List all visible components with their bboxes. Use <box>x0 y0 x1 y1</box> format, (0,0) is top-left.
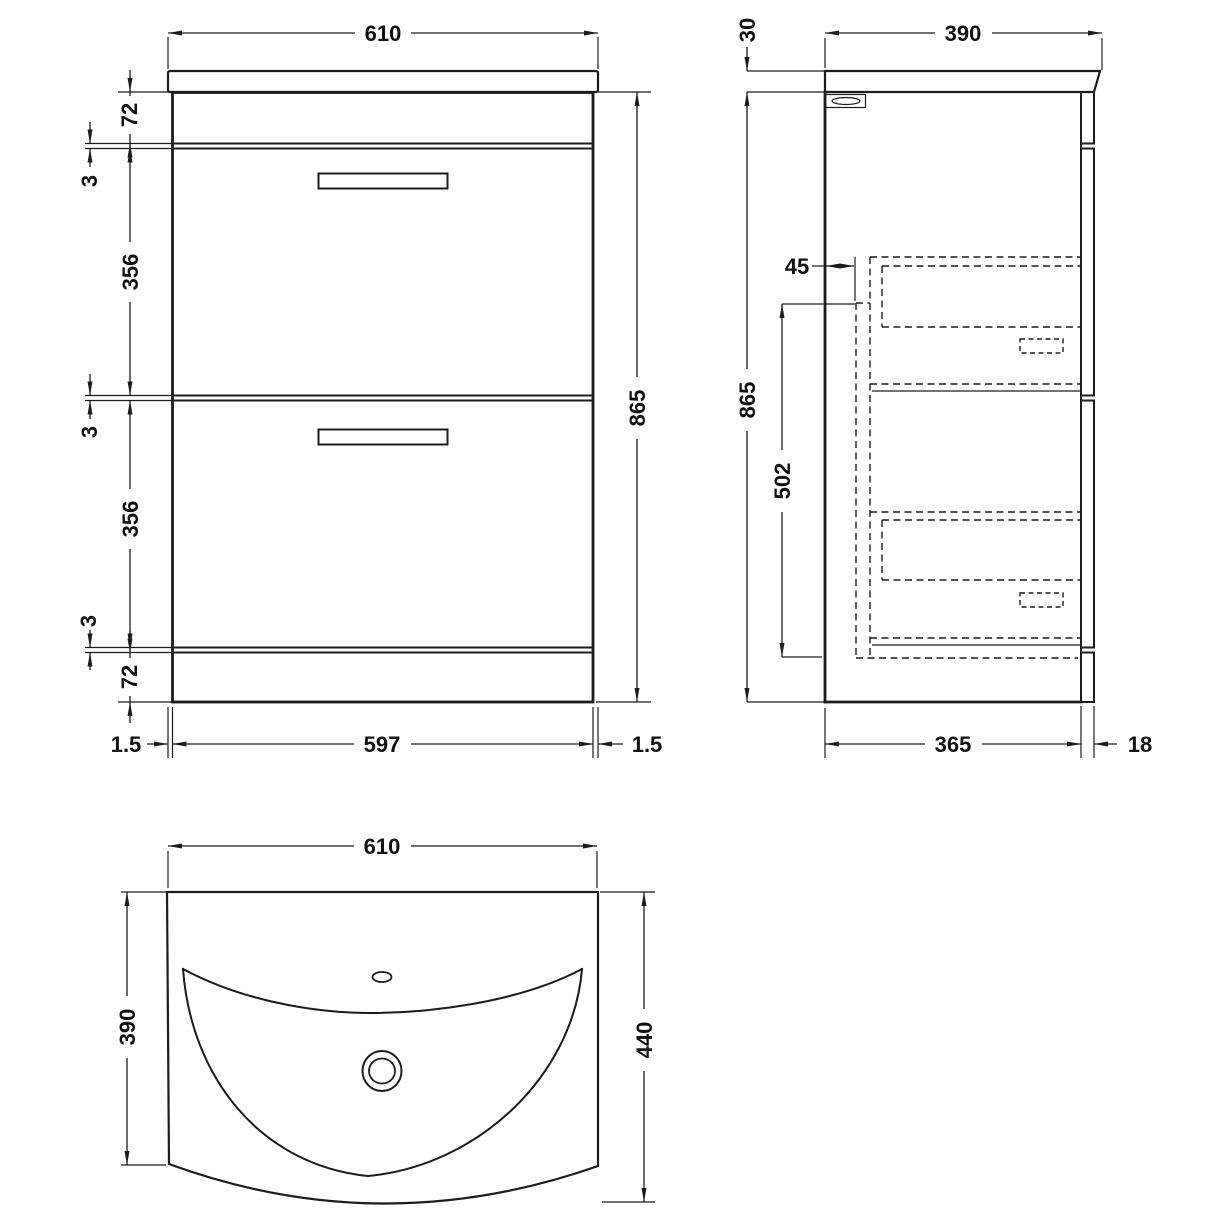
dim-plan-bowl-depth <box>113 892 140 1165</box>
front-structure <box>168 71 598 702</box>
dim-label-plan-width: 610 <box>363 834 401 859</box>
dim-label-overall-depth: 440 <box>632 1021 657 1059</box>
dim-side-top-depth <box>825 21 1102 46</box>
dim-label-side-height: 865 <box>735 381 760 419</box>
side-drawer1-handle-hidden <box>1020 339 1063 353</box>
plan-dimensions <box>113 834 657 1202</box>
dim-side-height <box>733 92 760 702</box>
front-drawer2-handle <box>319 430 448 445</box>
dim-label-drawer-setback: 45 <box>784 254 810 279</box>
dim-label-top-rail: 72 <box>117 102 142 128</box>
side-drawer2-handle-hidden <box>1020 593 1063 607</box>
dim-label-top-thickness: 30 <box>735 17 760 43</box>
dim-label-plinth: 72 <box>117 664 142 690</box>
dim-side-drawer-setback <box>785 254 854 279</box>
plan-view <box>113 834 657 1204</box>
dim-plan-width <box>168 834 597 859</box>
dim-front-drawer2 <box>116 401 143 648</box>
dim-front-gap-mid <box>77 374 102 438</box>
dim-label-gap-bottom: 3 <box>76 614 101 628</box>
dim-front-gap-bottom <box>76 615 101 670</box>
tap-hole <box>373 972 392 982</box>
hidden-drawer-outlines <box>856 257 1081 658</box>
dim-front-drawer1 <box>116 149 143 396</box>
plan-extension-lines <box>121 851 655 1202</box>
dim-label-front-thickness: 18 <box>1127 732 1153 757</box>
basin-outline <box>167 892 598 1204</box>
plan-structure <box>167 892 598 1204</box>
dim-front-gap-top <box>77 122 102 187</box>
dim-label-front-width: 610 <box>364 21 402 46</box>
dim-label-drawer-zone: 502 <box>770 462 795 500</box>
dim-side-top-thickness <box>735 18 760 71</box>
dim-label-carcass-width: 597 <box>363 732 401 757</box>
front-cabinet-body <box>173 93 594 703</box>
dim-front-height <box>623 92 650 702</box>
dim-label-drawer1: 356 <box>118 253 143 291</box>
side-view <box>733 18 1152 758</box>
dim-label-gap-top: 3 <box>77 174 102 188</box>
dim-plan-overall-depth <box>630 892 657 1202</box>
dim-side-drawer-zone <box>768 304 795 657</box>
side-structure <box>747 71 1100 702</box>
basin-back-rim <box>183 969 582 1013</box>
dim-label-front-height: 865 <box>625 389 650 427</box>
dim-front-width <box>168 21 598 46</box>
side-extension-lines <box>747 38 1102 758</box>
front-drawer-gap-lines <box>173 144 594 653</box>
dim-front-plinth <box>117 631 143 723</box>
dim-label-top-depth: 390 <box>944 21 982 46</box>
dim-side-bottom <box>825 732 1152 757</box>
dim-label-bowl-depth: 390 <box>115 1008 140 1046</box>
dim-label-carcass-depth: 365 <box>934 732 972 757</box>
front-view <box>76 21 662 758</box>
side-countertop <box>825 71 1100 92</box>
side-drawer-front-panels <box>1081 92 1094 702</box>
dim-label-drawer2: 356 <box>118 500 143 538</box>
waste-drain-inner <box>369 1059 395 1084</box>
dim-front-bottom <box>111 732 663 757</box>
dim-label-gap-mid: 3 <box>77 425 102 439</box>
front-drawer1-handle <box>319 174 448 189</box>
bracket-slot <box>832 98 860 105</box>
dim-label-left-gap: 1.5 <box>110 732 142 757</box>
basin-bowl <box>183 969 582 1176</box>
dim-label-right-gap: 1.5 <box>631 732 663 757</box>
front-countertop <box>168 71 598 92</box>
front-extension-lines <box>85 37 651 758</box>
